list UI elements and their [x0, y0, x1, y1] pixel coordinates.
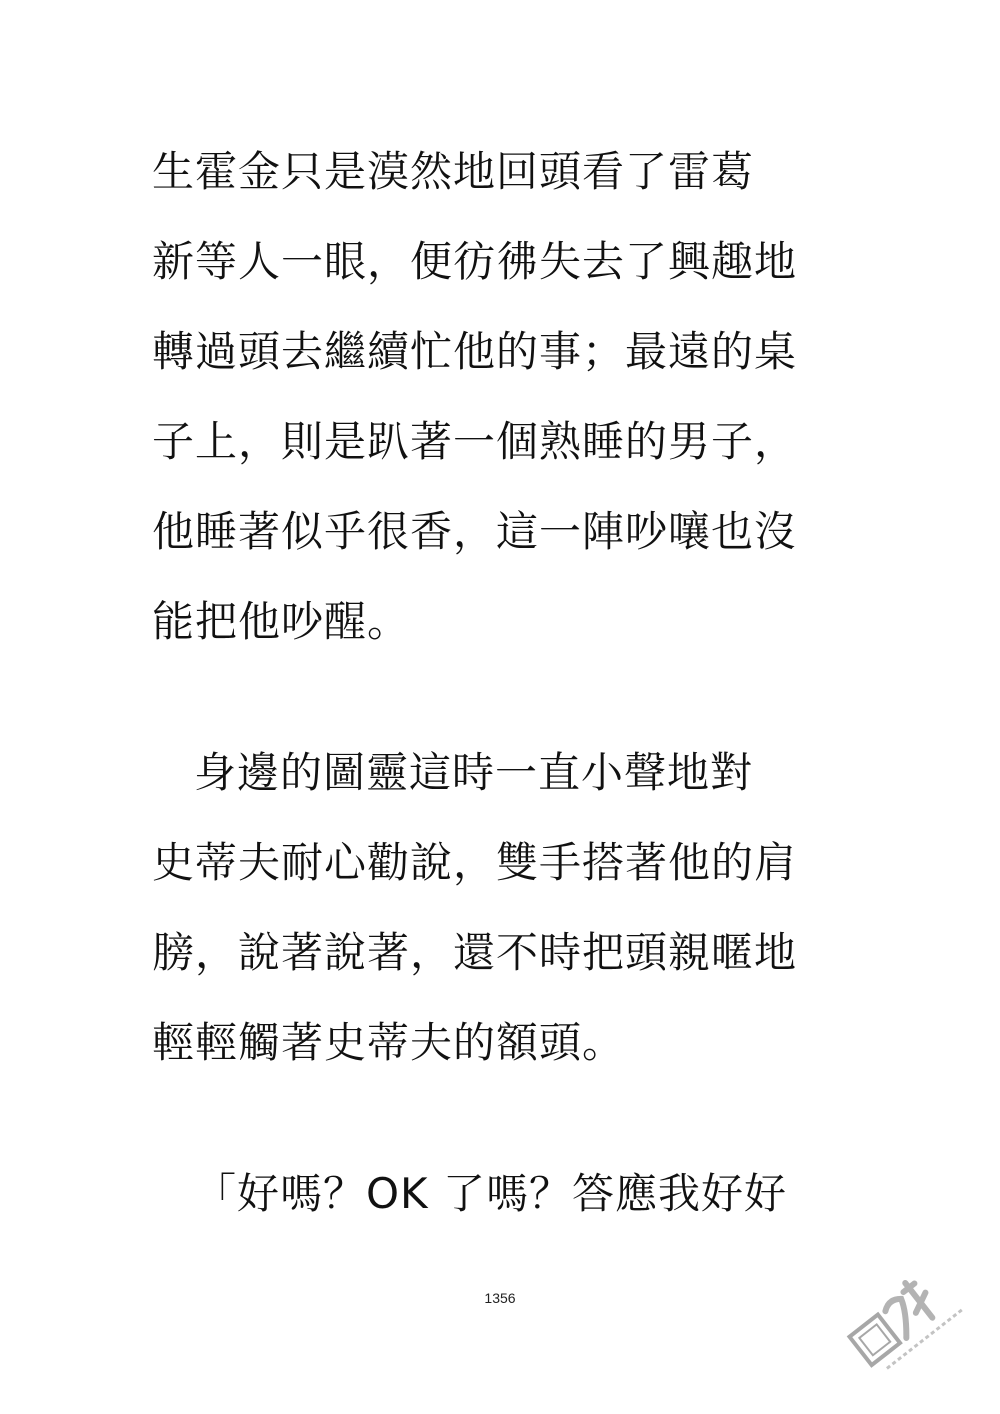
site-logo-stamp-icon [832, 1246, 982, 1396]
text-line: 身邊的圖靈這時一直小聲地對 [194, 748, 754, 797]
text-line: 膀，說著說著，還不時把頭親暱地 [152, 928, 798, 977]
text-line: 新等人一眼，便彷彿失去了興趣地 [152, 237, 798, 286]
text-line: 子上，則是趴著一個熟睡的男子， [152, 417, 798, 466]
text-line: 輕輕觸著史蒂夫的額頭。 [152, 1018, 626, 1067]
text-line: 轉過頭去繼續忙他的事；最遠的桌 [152, 327, 798, 376]
page-number: 1356 [484, 1290, 516, 1306]
text-line: 能把他吵醒。 [152, 597, 411, 646]
text-line: 「好嗎？OK 了嗎？答應我好好 [194, 1169, 787, 1218]
text-line: 生霍金只是漠然地回頭看了雷葛 [152, 147, 755, 196]
text-line: 他睡著似乎很香，這一陣吵嚷也沒 [152, 507, 798, 556]
text-line: 史蒂夫耐心勸說，雙手搭著他的肩 [152, 838, 798, 887]
